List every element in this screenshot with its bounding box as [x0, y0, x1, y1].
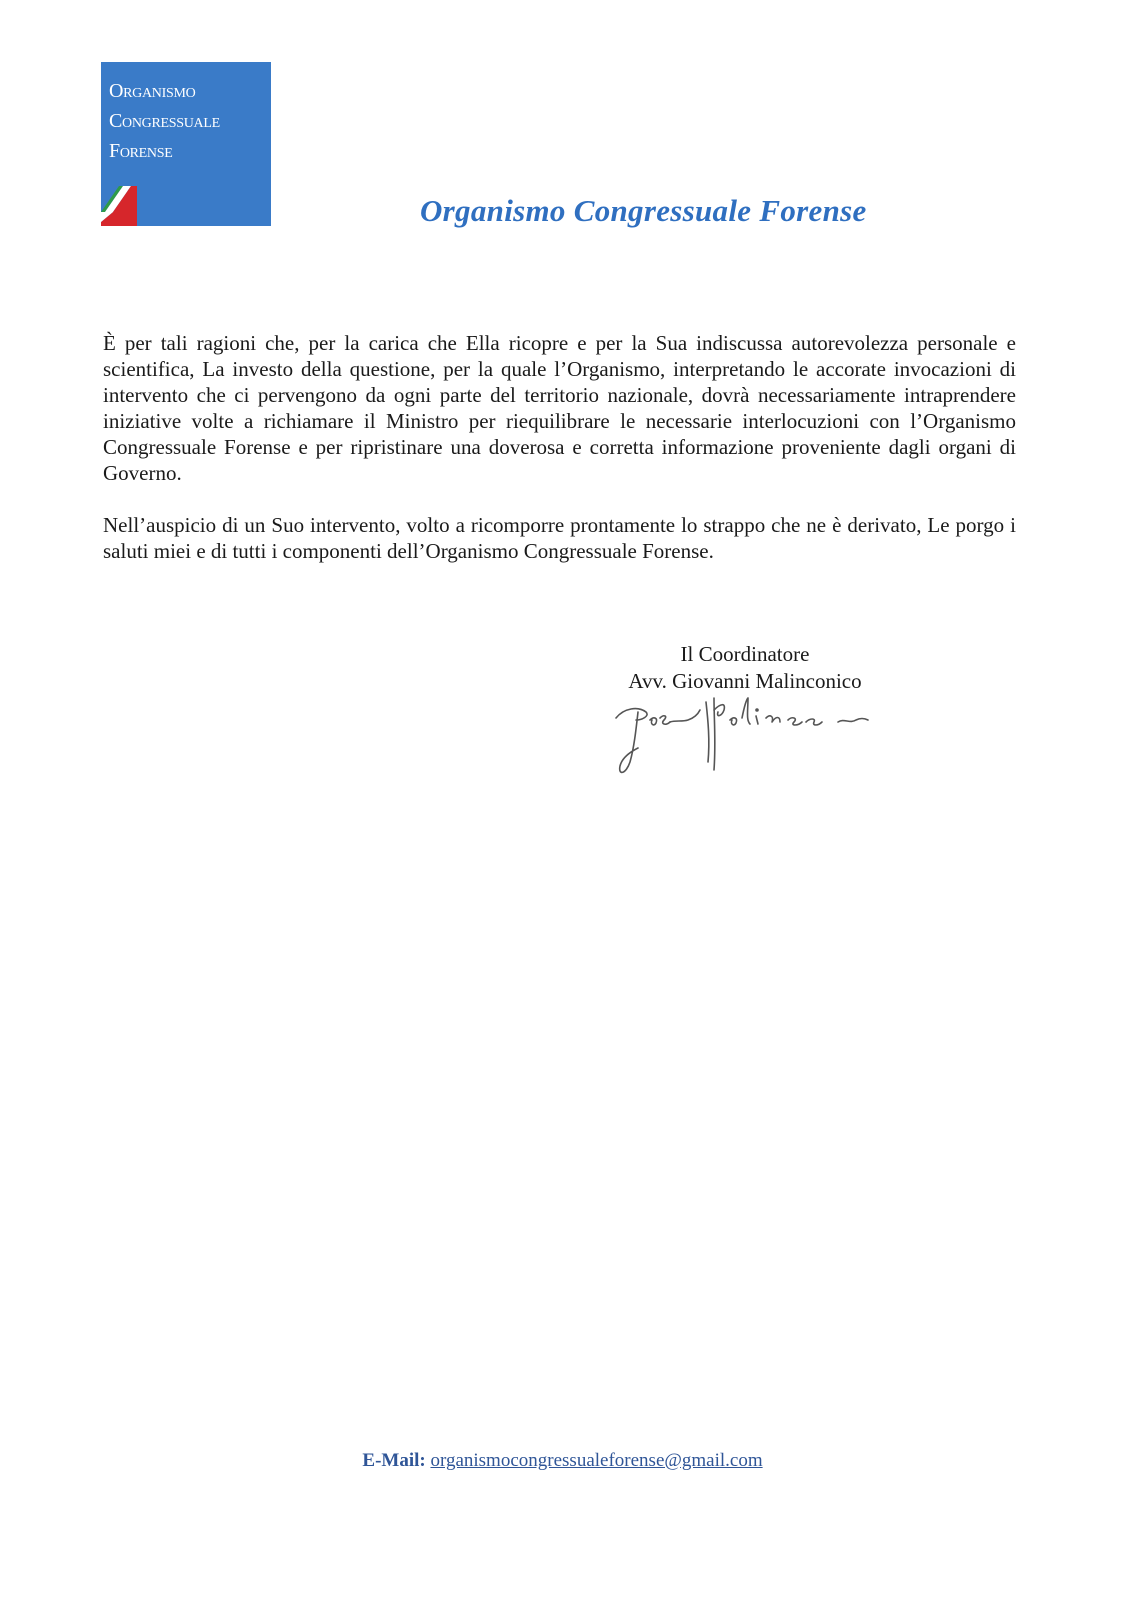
letterhead-title: Organismo Congressuale Forense: [420, 193, 867, 228]
organization-logo: [101, 62, 271, 226]
logo-text-line-2: Congressuale: [109, 110, 220, 132]
body-paragraph-2: Nell’auspicio di un Suo intervento, volto a ricomporre prontamente lo strappo che ne è derivato, Le porgo i saluti miei e di tutti i componenti dell’Organismo Congressuale Forense.: [103, 513, 1016, 563]
signature-block: [590, 641, 900, 695]
handwritten-signature: [610, 690, 880, 785]
logo-text-line-3: Forense: [109, 140, 173, 162]
body-paragraph-1: È per tali ragioni che, per la carica che Ella ricopre e per la Sua indiscussa autorevolezza personale e scientifica, La investo della questione, per la quale l’Organismo, interpretando le accorate invocazioni di intervento che ci pervengono da ogni parte del territorio nazionale, dovrà necessariamente intraprendere iniziative volte a richiamare il Ministro per riequilibrare le necessarie interlocuzioni con l’Organismo Congressuale Forense e per ripristinare una doverosa e corretta informazione proveniente dagli organi di Governo.: [103, 331, 1016, 485]
italian-flag-stripes-icon: [101, 182, 141, 226]
footer-contact: [0, 1450, 1125, 1472]
signatory-name: Avv. Giovanni Malinconico: [628, 669, 862, 693]
signatory-role: Il Coordinatore: [680, 642, 810, 666]
email-link[interactable]: organismocongressualeforense@gmail.com: [430, 1450, 763, 1471]
letter-body: [103, 330, 1016, 590]
logo-text-line-1: Organismo: [109, 80, 196, 102]
email-label: E-Mail:: [362, 1450, 426, 1471]
